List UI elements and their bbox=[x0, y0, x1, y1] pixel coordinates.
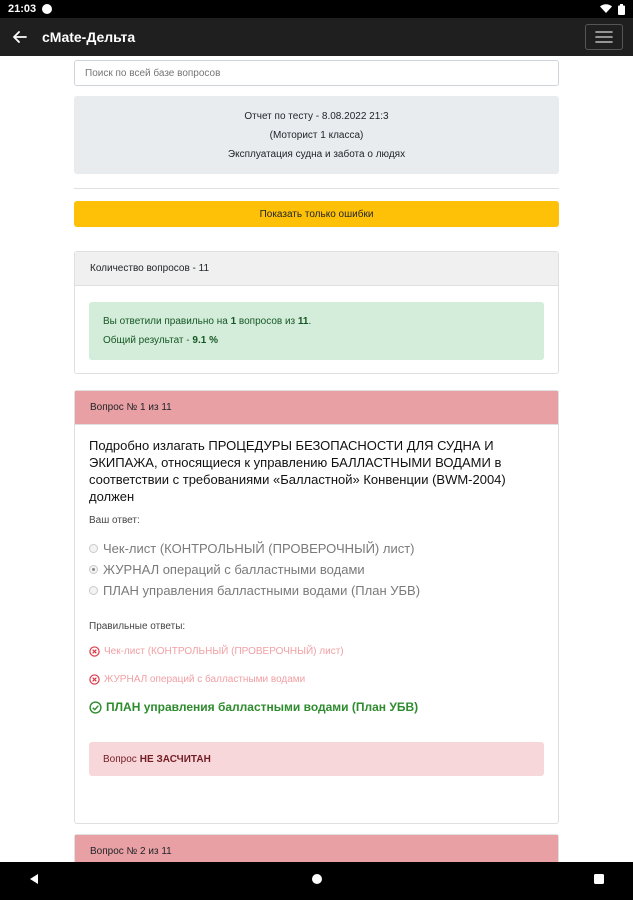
answered-correctly-text bbox=[103, 312, 530, 331]
total-count: 11 bbox=[297, 316, 309, 327]
answer-label: ЖУРНАЛ операций с балластными водами bbox=[104, 673, 306, 685]
report-position: (Моторист 1 класса) bbox=[269, 129, 364, 141]
answer-option bbox=[89, 580, 544, 601]
verdict-badge bbox=[89, 742, 544, 776]
verdict-value: НЕ ЗАСЧИТАН bbox=[139, 753, 211, 765]
divider bbox=[74, 188, 559, 189]
result-alert bbox=[89, 302, 544, 360]
question-card bbox=[74, 834, 559, 862]
app-title: cMate-Дельта bbox=[42, 29, 136, 45]
app-bar bbox=[0, 18, 633, 56]
question-header: Вопрос № 2 из 11 bbox=[75, 835, 558, 862]
main-content bbox=[0, 56, 633, 862]
question-text: Подробно излагать ПРОЦЕДУРЫ БЕЗОПАСНОСТИ ДЛЯ СУДНА И ЭКИПАЖА, относящиеся к управлению БАЛЛАСТНЫМИ ВОДАМИ в соответствии с требованиями «Балластной» Конвенции (BWM-2004) должен bbox=[89, 438, 506, 504]
questions-count-header: Количество вопросов - 11 bbox=[75, 252, 558, 286]
question-card bbox=[74, 390, 559, 824]
notification-icon bbox=[42, 4, 52, 14]
answered-prefix: Вы ответили правильно на bbox=[103, 316, 231, 327]
summary-card bbox=[74, 251, 559, 374]
show-errors-button[interactable] bbox=[74, 201, 559, 227]
radio-button bbox=[89, 544, 98, 553]
report-subject: Эксплуатация судна и забота о людях bbox=[227, 148, 406, 160]
search-input[interactable] bbox=[74, 60, 559, 86]
check-circle-icon bbox=[89, 701, 102, 714]
answer-options bbox=[89, 538, 544, 601]
status-time: 21:03 bbox=[8, 3, 37, 15]
answer-label: ПЛАН управления балластными водами (План УБВ) bbox=[106, 700, 419, 714]
wrong-answer-item bbox=[89, 670, 544, 688]
nav-home-icon[interactable] bbox=[311, 872, 323, 890]
overall-result-text bbox=[103, 331, 530, 350]
answer-option bbox=[89, 559, 544, 580]
hamburger-menu-button[interactable] bbox=[585, 24, 623, 50]
x-circle-icon bbox=[89, 674, 100, 685]
radio-button-checked bbox=[89, 565, 98, 574]
wifi-icon bbox=[600, 4, 612, 14]
option-label: ПЛАН управления балластными водами (План УБВ) bbox=[103, 583, 421, 598]
battery-icon bbox=[618, 4, 625, 15]
verdict-prefix: Вопрос bbox=[103, 753, 137, 765]
correct-answers-label: Правильные ответы: bbox=[89, 621, 186, 632]
nav-recents-icon[interactable] bbox=[593, 872, 605, 890]
option-label: ЖУРНАЛ операций с балластными водами bbox=[103, 562, 365, 577]
show-errors-label: Показать только ошибки bbox=[259, 208, 374, 220]
answered-middle: вопросов из bbox=[236, 316, 298, 327]
system-nav-bar bbox=[0, 862, 633, 900]
radio-button bbox=[89, 586, 98, 595]
your-answer-label: Ваш ответ: bbox=[89, 515, 140, 526]
correct-answer-item bbox=[89, 698, 544, 716]
answered-suffix: . bbox=[308, 316, 312, 327]
answer-option bbox=[89, 538, 544, 559]
correct-count: 1 bbox=[230, 316, 237, 327]
result-value: 9.1 % bbox=[192, 335, 218, 346]
hamburger-icon bbox=[595, 30, 613, 44]
report-date: Отчет по тесту - 8.08.2022 21:3 bbox=[244, 110, 389, 122]
test-report-box bbox=[74, 96, 559, 174]
wrong-answer-item bbox=[89, 642, 544, 660]
result-prefix: Общий результат - bbox=[103, 335, 193, 346]
nav-back-icon[interactable] bbox=[28, 872, 40, 890]
question-header: Вопрос № 1 из 11 bbox=[75, 391, 558, 425]
answer-label: Чек-лист (КОНТРОЛЬНЫЙ (ПРОВЕРОЧНЫЙ) лист) bbox=[104, 645, 344, 657]
status-bar bbox=[0, 0, 633, 18]
option-label: Чек-лист (КОНТРОЛЬНЫЙ (ПРОВЕРОЧНЫЙ) лист) bbox=[103, 541, 415, 556]
back-arrow-icon[interactable] bbox=[10, 27, 30, 47]
x-circle-icon bbox=[89, 646, 100, 657]
